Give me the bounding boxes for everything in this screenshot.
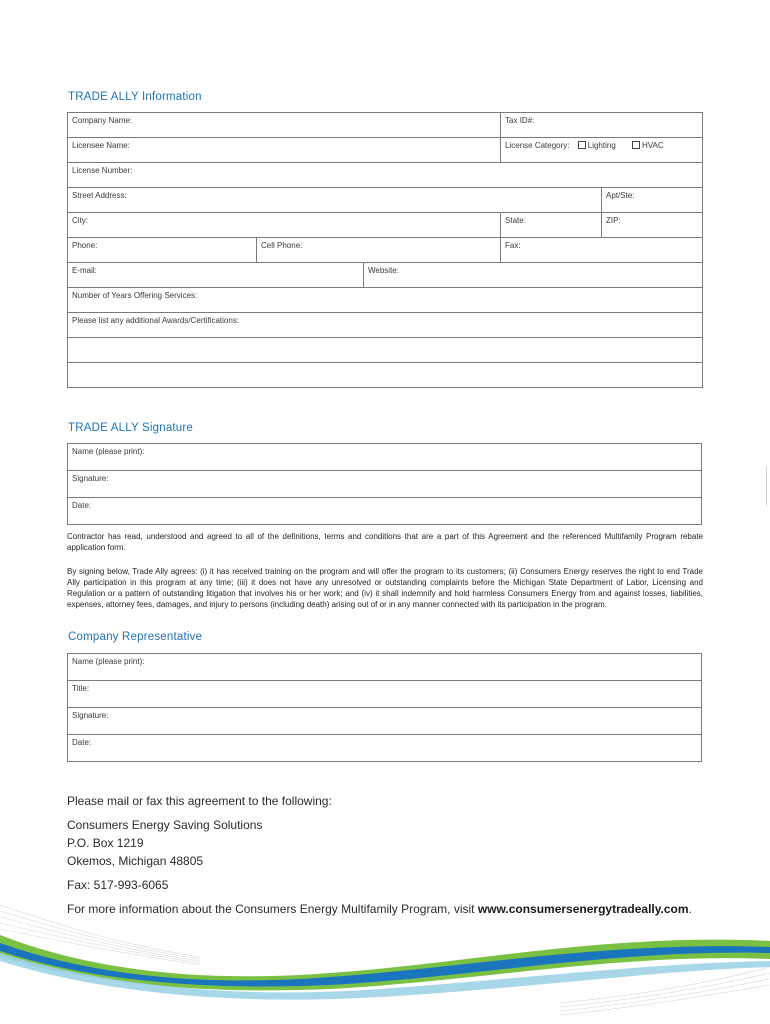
page-edge-mark — [766, 466, 770, 506]
state-field[interactable]: State: — [501, 213, 602, 238]
license-number-field[interactable]: License Number: — [68, 163, 703, 188]
trade-ally-info-heading: TRADE ALLY Information — [68, 91, 202, 103]
zip-field[interactable]: ZIP: — [602, 213, 703, 238]
signature-field[interactable]: Signature: — [68, 471, 702, 498]
apt-ste-field[interactable]: Apt/Ste: — [602, 188, 703, 213]
trade-ally-signature-table — [67, 443, 702, 525]
company-name-field[interactable]: Company Name: — [68, 113, 501, 138]
license-category-field: License Category: Lighting HVAC — [501, 138, 703, 163]
mail-org: Consumers Energy Saving Solutions — [67, 818, 263, 832]
rep-date-field[interactable]: Date: — [68, 735, 702, 762]
hvac-checkbox[interactable] — [632, 141, 640, 149]
terms-paragraph: By signing below, Trade Ally agrees: (i) it has received training on the program and will offer the program to its customers; (ii) Consumers Energy reserves the right to end Trade Ally participation in this program at any time; (iii) it does not have any unresolved or outstanding complaints before the Michigan State Department of Labor, Licensing and Regulation or a pattern of outstanding litigation that involves his or her work; and (iv) it shall indemnify and hold harmless Consumers Energy from and against losses, liabilities, expenses, attorney fees, damages, and injury to persons (including death) arising out of or in any manner connected with its participation in the program. — [67, 567, 703, 609]
licensee-name-field[interactable]: Licensee Name: — [68, 138, 501, 163]
rep-signature-field[interactable]: Signature: — [68, 708, 702, 735]
rep-name-field[interactable]: Name (please print): — [68, 654, 702, 681]
company-rep-table — [67, 653, 702, 762]
lighting-checkbox[interactable] — [578, 141, 586, 149]
tax-id-field[interactable]: Tax ID#: — [501, 113, 703, 138]
cell-phone-field[interactable]: Cell Phone: — [257, 238, 501, 263]
phone-field[interactable]: Phone: — [68, 238, 257, 263]
lighting-label: Lighting — [587, 141, 616, 150]
awards-line-3[interactable] — [68, 363, 703, 388]
signature-name-field[interactable]: Name (please print): — [68, 444, 702, 471]
street-address-field[interactable]: Street Address: — [68, 188, 602, 213]
decorative-swoosh — [0, 895, 770, 1024]
mail-fax: Fax: 517-993-6065 — [67, 878, 169, 892]
more-info-line: For more information about the Consumers Energy Multifamily Program, visit www.consumersenergytradeally.com. — [67, 902, 692, 916]
signature-date-field[interactable]: Date: — [68, 498, 702, 525]
agreement-paragraph: Contractor has read, understood and agreed to all of the definitions, terms and conditions that are a part of this Agreement and the referenced Multifamily Program rebate application form. — [67, 532, 703, 552]
years-offering-field[interactable]: Number of Years Offering Services: — [68, 288, 703, 313]
trade-ally-signature-heading: TRADE ALLY Signature — [68, 422, 194, 434]
website-field[interactable]: Website: — [364, 263, 703, 288]
awards-field[interactable]: Please list any additional Awards/Certifications: — [68, 313, 703, 338]
program-website-link[interactable]: www.consumersenergytradeally.com — [477, 902, 689, 916]
trade-ally-info-table — [67, 112, 703, 388]
mail-po-box: P.O. Box 1219 — [67, 836, 144, 850]
email-field[interactable]: E-mail: — [68, 263, 364, 288]
fax-field[interactable]: Fax: — [501, 238, 703, 263]
mail-intro: Please mail or fax this agreement to the following: — [67, 794, 332, 808]
rep-title-field[interactable]: Title: — [68, 681, 702, 708]
awards-line-2[interactable] — [68, 338, 703, 363]
hvac-label: HVAC — [642, 141, 664, 150]
mail-city: Okemos, Michigan 48805 — [67, 854, 204, 868]
city-field[interactable]: City: — [68, 213, 501, 238]
company-rep-heading: Company Representative — [68, 631, 203, 643]
